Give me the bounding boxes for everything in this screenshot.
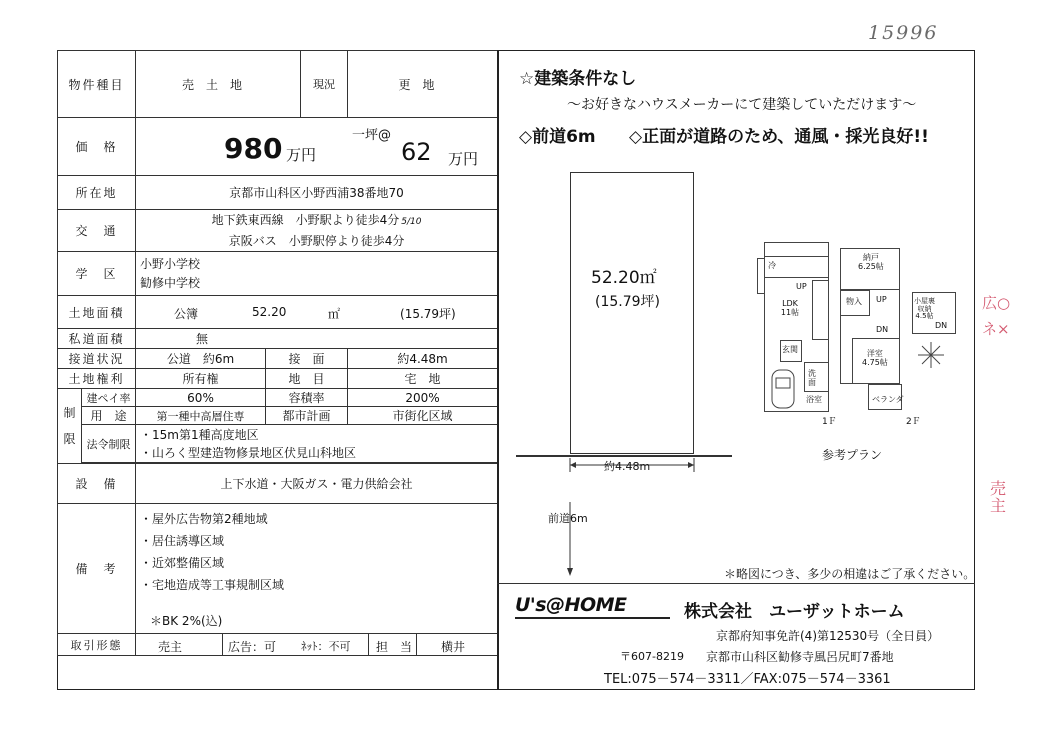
western-room-label: 洋室 4.75帖 (862, 349, 888, 367)
price-value: 980 (224, 132, 283, 165)
planning-value: 市街化区域 (348, 407, 498, 425)
private-road-label: 私道面積 (58, 329, 136, 349)
company-logo: U's@HOME (515, 594, 627, 616)
bath-label: 浴室 (806, 395, 822, 404)
status-value: 更地 (348, 51, 498, 118)
plan-caption: 参考プラン (822, 448, 883, 462)
kitchen-label: 冷 (768, 261, 776, 270)
tsubo-label: 一坪@ (352, 128, 392, 143)
staff-label: 担 当 (376, 640, 413, 654)
address-value: 京都市山科区小野西浦38番地70 (136, 176, 498, 210)
stair-up-1f: UP (796, 282, 807, 291)
lot-tsubo: (15.79坪) (595, 294, 661, 310)
road-label: 接道状況 (58, 349, 136, 369)
tsubo-value: 62 (401, 138, 432, 166)
ad-value: 広告：可 (228, 640, 277, 654)
school-elementary: 小野小学校 (140, 256, 201, 271)
logo-underline (515, 617, 670, 619)
category-value: 宅 地 (348, 369, 498, 389)
tsubo-unit: 万円 (448, 150, 479, 168)
headline-light: ◇正面が道路のため、通風・採光良好!! (629, 127, 929, 147)
access-handwritten-note: 5/10 (401, 216, 422, 227)
floor-2f-label: 2Ｆ (906, 417, 921, 427)
frontage-dimension: 約4.48m (604, 460, 651, 473)
area-tsubo: (15.79坪) (400, 307, 456, 321)
storage-room-label: 納戸 6.25帖 (858, 253, 884, 271)
ldk-label: LDK 11帖 (780, 299, 800, 317)
remarks-cell (136, 504, 498, 634)
facility-value: 上下水道・大阪ガス・電力供給会社 (136, 464, 498, 504)
area-value: 52.20 (252, 305, 287, 319)
handwritten-net-no: ネ× (982, 320, 1010, 338)
school-junior-high: 勧修中学校 (140, 275, 201, 290)
law-line-1: ・15m第1種高度地区 (140, 427, 259, 442)
access-line-2: 京阪バス 小野駅停より徒歩4分 (228, 233, 405, 248)
far-value: 200% (348, 389, 498, 407)
deal-value: 売主 (158, 640, 183, 654)
column-divider (497, 50, 499, 690)
school-cell (136, 252, 498, 296)
bcr-value: 60% (136, 389, 266, 407)
company-zip: 〒607-8219 (620, 650, 684, 663)
restrict-label: 制限 (58, 389, 82, 464)
status-label: 現況 (301, 51, 348, 118)
remark-item: ・屋外広告物第2種地域 (140, 512, 268, 526)
property-spec-table (57, 50, 498, 656)
headline-road: ◇前道6m (519, 127, 596, 147)
net-value: ﾈｯﾄ：不可 (301, 640, 351, 653)
remarks-label: 備 考 (58, 504, 136, 634)
balcony-label: ベランダ (872, 395, 904, 404)
address-label: 所在地 (58, 176, 136, 210)
footer-divider (497, 583, 975, 584)
headline-builder: ～お好きなハウスメーカーにて建築していただけます～ (567, 97, 917, 113)
area-cell (136, 296, 498, 329)
disclaimer-note: ＊略図につき、多少の相違はご了承ください。 (724, 567, 976, 581)
law-cell (136, 425, 498, 463)
type-value: 売土地 (136, 51, 301, 118)
remark-item: ・近郊整備区域 (140, 556, 225, 570)
bcr-label: 建ペイ率 (82, 389, 136, 407)
frontage-label: 接 面 (266, 349, 348, 369)
company-license: 京都府知事免許(4)第12530号（全日員） (716, 629, 940, 643)
reference-number: 15996 (868, 22, 939, 44)
entrance-label: 玄関 (782, 345, 798, 354)
loft-label: 小屋裏 収納 4.5帖 (914, 297, 935, 321)
bk-note: ＊BK 2%(込) (150, 614, 223, 628)
stair-up-2f: UP (876, 295, 887, 304)
law-label: 法令制限 (82, 425, 136, 463)
type-label: 物件種目 (58, 51, 136, 118)
wash-label: 洗面 (808, 369, 816, 387)
company-tel-fax: TEL:075－574－3311／FAX:075－574－3361 (604, 672, 891, 687)
lot-area: 52.20㎡ (591, 268, 657, 288)
stair-down-2f: DN (876, 325, 889, 334)
area-kind: 公簿 (174, 307, 199, 321)
rights-label: 土地権利 (58, 369, 136, 389)
planning-label: 都市計画 (266, 407, 348, 425)
closet-label: 物入 (846, 297, 862, 306)
frontage-value: 約4.48m (348, 349, 498, 369)
handwritten-ad-ok: 広○ (982, 294, 1011, 312)
price-unit: 万円 (286, 146, 317, 164)
price-label: 価 格 (58, 118, 136, 176)
area-label: 土地面積 (58, 296, 136, 329)
facility-label: 設 備 (58, 464, 136, 504)
compass-icon (918, 342, 944, 368)
private-road-value: 無 (136, 329, 498, 349)
area-unit: ㎡ (328, 307, 341, 321)
road-value: 公道 約6m (136, 349, 266, 369)
headline-no-condition: ☆建築条件なし (519, 69, 637, 89)
category-label: 地 目 (266, 369, 348, 389)
use-label: 用 途 (82, 407, 136, 425)
deal-cell (136, 634, 498, 656)
law-line-2: ・山ろく型建造物修景地区伏見山科地区 (140, 445, 357, 460)
remark-item: ・居住誘導区域 (140, 534, 225, 548)
rights-value: 所有権 (136, 369, 266, 389)
access-label: 交 通 (58, 210, 136, 252)
far-label: 容積率 (266, 389, 348, 407)
company-name: 株式会社 ユーザットホーム (684, 602, 905, 622)
staff-value: 横井 (441, 640, 466, 654)
school-label: 学 区 (58, 252, 136, 296)
floor-1f-label: 1Ｆ (822, 417, 837, 427)
deal-label: 取引形態 (58, 634, 136, 656)
loft-down: DN (935, 321, 948, 330)
company-address: 京都市山科区勧修寺風呂尻町7番地 (706, 650, 894, 664)
front-road-label: 前道6m (548, 512, 588, 525)
lot-outline (570, 172, 694, 454)
price-cell (136, 118, 498, 176)
remark-item: ・宅地造成等工事規制区域 (140, 578, 285, 592)
access-cell (136, 210, 498, 252)
use-value: 第一種中高層住専 (136, 407, 266, 425)
car-icon (768, 368, 798, 410)
handwritten-seller: 売主 (990, 479, 1007, 515)
access-line-1: 地下鉄東西線 小野駅より徒歩4分 (211, 212, 400, 227)
